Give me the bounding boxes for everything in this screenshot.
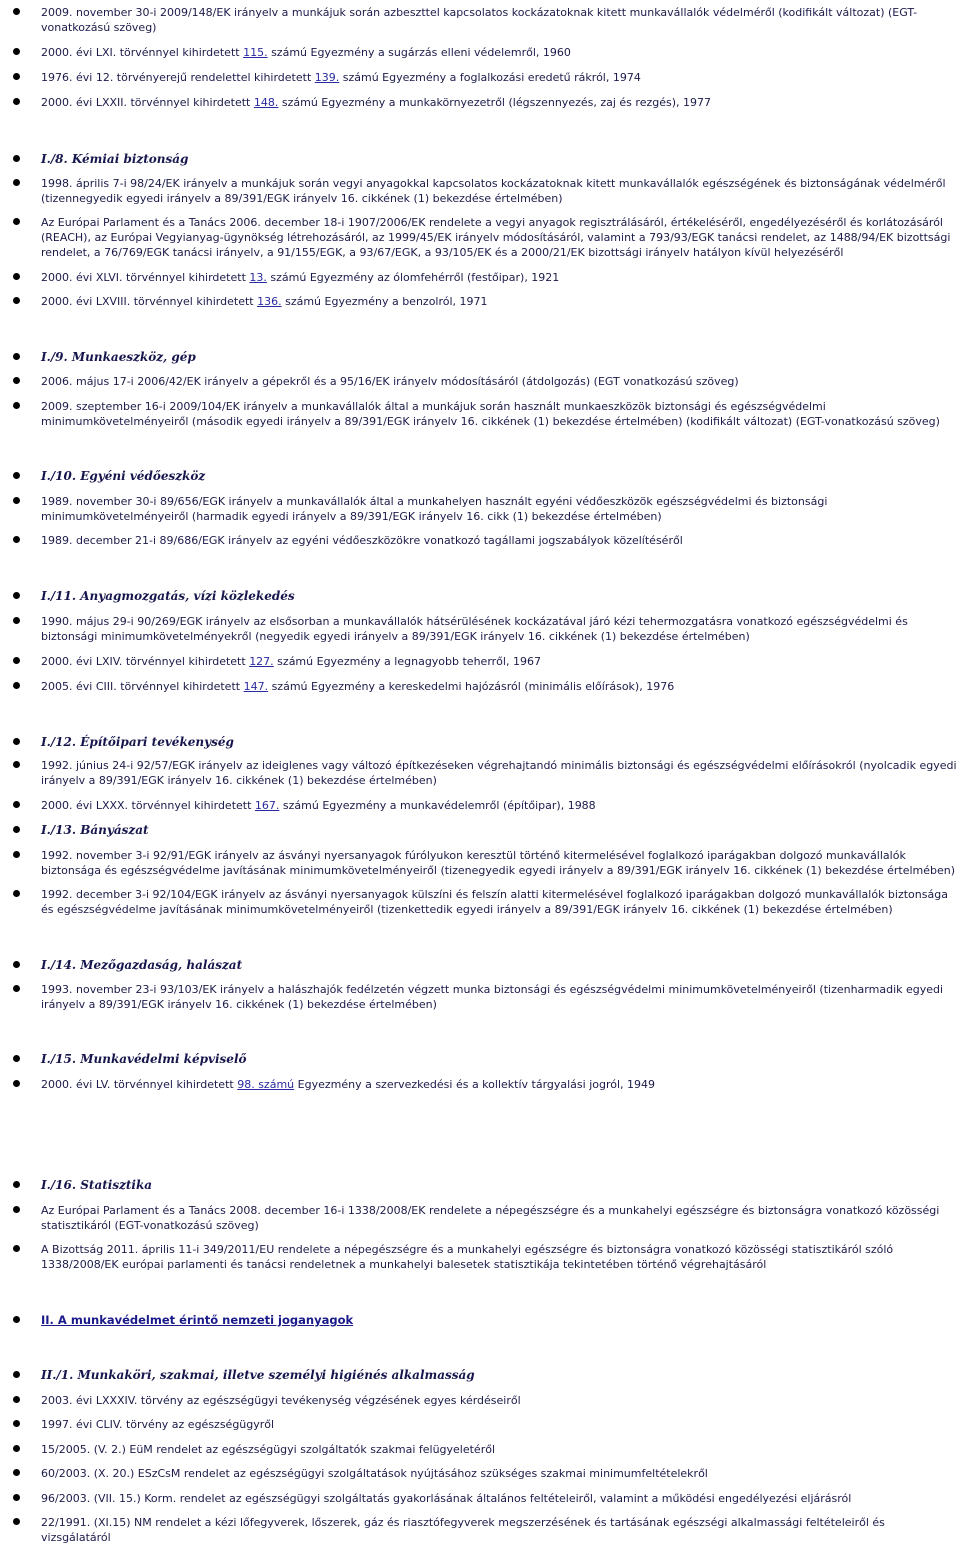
convention-number-link[interactable]: 147.	[243, 680, 269, 693]
text-segment: 15/2005. (V. 2.) EüM rendelet az egészségügyi szolgáltatók szakmai felügyeletéről	[41, 1443, 496, 1456]
text-segment: I./16. Statisztika	[41, 1178, 153, 1192]
text-segment: II./1. Munkaköri, szakmai, illetve személyi higiénés alkalmasság	[41, 1368, 475, 1382]
item-text	[41, 350, 957, 365]
item-text	[41, 5, 957, 35]
text-segment: 2009. szeptember 16-i 2009/104/EK irányelv a munkavállalók által a munkájuk során használt munkaeszközök biztonsági és egészségvédelmi minimumkövetelményeiről (második egyedi irányelv a 89/391/EGK irányelv 16. cikkének (1) bekezdése értelmében) (kodifikált változat) (EGT-vonatkozású szöveg)	[41, 400, 940, 428]
bullet-icon	[13, 377, 20, 384]
text-segment: számú Egyezmény a kereskedelmi hajózásról (minimális előírások), 1976	[268, 680, 675, 693]
item-text	[41, 798, 957, 813]
item-text	[41, 152, 957, 167]
text-segment: számú Egyezmény a munkavédelemről (építőipar), 1988	[279, 799, 596, 812]
text-segment: I./8. Kémiai biztonság	[41, 152, 189, 166]
bullet-icon	[13, 472, 20, 479]
bullet-icon	[13, 761, 20, 768]
bullet-icon	[13, 592, 20, 599]
bullet-icon	[13, 1494, 20, 1501]
convention-number-link[interactable]: 148.	[253, 96, 279, 109]
item-text	[41, 70, 957, 85]
bullet-icon	[13, 1245, 20, 1252]
text-segment: számú Egyezmény a legnagyobb teherről, 1967	[273, 655, 541, 668]
convention-number-link[interactable]: 127.	[249, 655, 274, 668]
text-segment: 1992. november 3-i 92/91/EGK irányelv az ásványi nyersanyagok fúrólyukon keresztül történő kitermelésével foglalkozó iparágakban dolgozó munkavállalók biztonsága és egészségvédelme javításának minimumkövetelményeiről (tizenegyedik egyedi irányelv a 89/391/EGK irányelv 16. cikkének (1) bekezdése értelmében)	[41, 849, 956, 877]
text-segment: számú Egyezmény a benzolról, 1971	[281, 295, 488, 308]
text-segment: számú Egyezmény a foglalkozási eredetű rákról, 1974	[339, 71, 641, 84]
item-text	[41, 494, 957, 524]
text-segment: I./12. Építőipari tevékenység	[41, 735, 234, 749]
item-text	[41, 1313, 957, 1328]
item-text	[41, 176, 957, 206]
text-segment: 2000. évi LXI. törvénnyel kihirdetett	[41, 46, 244, 59]
text-segment: 1990. május 29-i 90/269/EGK irányelv az elsősorban a munkavállalók hátsérülésének kockázatával járó kézi tehermozgatásra vonatkozó egészségvédelmi és biztonsági minimumkövetelményekről (negyedik egyedi irányelv a 89/391/EGK irányelv 16. cikkének (1) bekezdése értelmében)	[41, 615, 908, 643]
item-text	[41, 294, 957, 309]
text-segment: I./14. Mezőgazdaság, halászat	[41, 958, 243, 972]
bullet-icon	[13, 1469, 20, 1476]
bullet-icon	[13, 1206, 20, 1213]
item-text	[41, 679, 957, 694]
text-segment: I./13. Bányászat	[41, 823, 149, 837]
bullet-icon	[13, 179, 20, 186]
text-segment: 2003. évi LXXXIV. törvény az egészségügyi tevékenység végzésének egyes kérdéseiről	[41, 1394, 521, 1407]
bullet-icon	[13, 48, 20, 55]
item-text	[41, 45, 957, 60]
item-text	[41, 270, 957, 285]
text-segment: 2006. május 17-i 2006/42/EK irányelv a gépekről és a 95/16/EK irányelv módosításáról (átdolgozás) (EGT vonatkozású szöveg)	[41, 375, 739, 388]
text-segment: 60/2003. (X. 20.) ESzCsM rendelet az egészségügyi szolgáltatások nyújtásához szükséges szakmai minimumfeltételekről	[41, 1467, 708, 1480]
text-segment: számú Egyezmény a sugárzás elleni védelemről, 1960	[267, 46, 571, 59]
convention-number-link[interactable]: 136.	[257, 295, 282, 308]
convention-number-link[interactable]: 139.	[314, 71, 340, 84]
text-segment: 22/1991. (XI.15) NM rendelet a kézi lőfegyverek, lőszerek, gáz és riasztófegyverek megszerzésének és tartásának egészségi alkalmassági feltételeiről és vizsgálatáról	[41, 1516, 885, 1544]
item-text	[41, 823, 957, 838]
item-text	[41, 1417, 957, 1432]
text-segment: 1993. november 23-i 93/103/EK irányelv a halászhajók fedélzetén végzett munka biztonsági és egészségvédelmi minimumkövetelményeiről (tizenharmadik egyedi irányelv a 89/391/EGK irányelv 16. cikkének (1) bekezdése értelmében)	[41, 983, 944, 1011]
bullet-icon	[13, 617, 20, 624]
text-segment: 2000. évi LV. törvénnyel kihirdetett	[41, 1078, 238, 1091]
text-segment: 2000. évi XLVI. törvénnyel kihirdetett	[41, 271, 250, 284]
item-text	[41, 1203, 957, 1233]
text-segment: I./11. Anyagmozgatás, vízi közlekedés	[41, 589, 295, 603]
item-text	[41, 1393, 957, 1408]
text-segment: 1989. november 30-i 89/656/EGK irányelv a munkavállalók által a munkahelyen használt egyéni védőeszközök egészségvédelmi és biztonsági minimumkövetelményeiről (harmadik egyedi irányelv a 89/391/EGK irányelv 16. cikk (1) bekezdése értelmében)	[41, 495, 828, 523]
convention-number-link[interactable]: 115.	[243, 46, 268, 59]
bullet-icon	[13, 1080, 20, 1087]
bullet-icon	[13, 402, 20, 409]
item-text	[41, 887, 957, 917]
bullet-icon	[13, 8, 20, 15]
bullet-icon	[13, 1396, 20, 1403]
bullet-icon	[13, 1371, 20, 1378]
item-text	[41, 399, 957, 429]
bullet-icon	[13, 155, 20, 162]
item-text	[41, 469, 957, 484]
bullet-icon	[13, 801, 20, 808]
bullet-icon	[13, 1518, 20, 1525]
text-segment[interactable]: II. A munkavédelmet érintő nemzeti joganyagok	[41, 1313, 354, 1327]
bullet-icon	[13, 985, 20, 992]
text-segment: I./10. Egyéni védőeszköz	[41, 469, 206, 483]
text-segment: 1992. június 24-i 92/57/EGK irányelv az ideiglenes vagy változó építkezéseken végrehajtandó minimális biztonsági és egészségvédelmi előírásokról (nyolcadik egyedi irányelv a 89/391/EGK irányelv 16. cikkének (1) bekezdése értelmében)	[41, 759, 957, 787]
bullet-icon	[13, 1316, 20, 1323]
text-segment: 96/2003. (VII. 15.) Korm. rendelet az egészségügyi szolgáltatás gyakorlásának általános feltételeiről, valamint a működési engedélyezési eljárásról	[41, 1492, 852, 1505]
text-segment: 1992. december 3-i 92/104/EGK irányelv az ásványi nyersanyagok külszíni és felszín alatti kitermelésével foglalkozó iparágakban dolgozó munkavállalók biztonsága és egészségvédelme javításának minimumkövetelményeiről (tizenkettedik egyedi irányelv a 89/391/EGK irányelv 16. cikkének (1) bekezdése értelmében)	[41, 888, 948, 916]
bullet-icon	[13, 536, 20, 543]
bullet-icon	[13, 73, 20, 80]
text-segment: A Bizottság 2011. április 11-i 349/2011/EU rendelete a népegészségre és a munkahelyi egészségre és biztonságra vonatkozó közösségi statisztikáról szóló 1338/2008/EK európai parlamenti és tanácsi rendeletnek a munkahelyi balesetek statisztikája tekintetében történő végrehajtásáról	[41, 1243, 894, 1271]
text-segment: I./15. Munkavédelmi képviselő	[41, 1052, 247, 1066]
text-segment: I./9. Munkaeszköz, gép	[41, 350, 196, 364]
item-text	[41, 1442, 957, 1457]
item-text	[41, 654, 957, 669]
bullet-icon	[13, 353, 20, 360]
item-text	[41, 1491, 957, 1506]
text-segment: 2005. évi CIII. törvénnyel kihirdetett	[41, 680, 244, 693]
text-segment: Egyezmény a szervezkedési és a kollektív tárgyalási jogról, 1949	[294, 1078, 656, 1091]
item-text	[41, 215, 957, 260]
text-segment: 1989. december 21-i 89/686/EGK irányelv az egyéni védőeszközökre vonatkozó tagállami jogszabályok közelítéséről	[41, 534, 683, 547]
item-text	[41, 95, 957, 110]
text-segment: számú Egyezmény a munkakörnyezetről (légszennyezés, zaj és rezgés), 1977	[278, 96, 711, 109]
item-text	[41, 614, 957, 644]
bullet-icon	[13, 851, 20, 858]
bullet-icon	[13, 98, 20, 105]
item-text	[41, 374, 957, 389]
item-text	[41, 758, 957, 788]
item-text	[41, 1178, 957, 1193]
bullet-icon	[13, 826, 20, 833]
bullet-icon	[13, 497, 20, 504]
item-text	[41, 735, 957, 750]
item-text	[41, 958, 957, 973]
text-segment: 2000. évi LXVIII. törvénnyel kihirdetett	[41, 295, 258, 308]
text-segment: Az Európai Parlament és a Tanács 2008. december 16-i 1338/2008/EK rendelete a népegészségre és a munkahelyi egészségre és biztonságra vonatkozó közösségi statisztikáról (EGT-vonatkozású szöveg)	[41, 1204, 940, 1232]
convention-number-link[interactable]: 13.	[249, 271, 267, 284]
bullet-icon	[13, 1445, 20, 1452]
convention-number-link[interactable]: 167.	[254, 799, 280, 812]
text-segment: 2000. évi LXIV. törvénnyel kihirdetett	[41, 655, 250, 668]
text-segment: 1976. évi 12. törvényerejű rendelettel kihirdetett	[41, 71, 315, 84]
text-segment: számú Egyezmény az ólomfehérről (festőipar), 1921	[266, 271, 560, 284]
item-text	[41, 533, 957, 548]
item-text	[41, 1368, 957, 1383]
item-text	[41, 1077, 957, 1092]
text-segment: 1997. évi CLIV. törvény az egészségügyről	[41, 1418, 275, 1431]
text-segment: 2000. évi LXXX. törvénnyel kihirdetett	[41, 799, 255, 812]
bullet-icon	[13, 682, 20, 689]
bullet-icon	[13, 1420, 20, 1427]
item-text	[41, 1052, 957, 1067]
item-text	[41, 1242, 957, 1272]
item-text	[41, 1466, 957, 1481]
item-text	[41, 982, 957, 1012]
bullet-icon	[13, 218, 20, 225]
bullet-icon	[13, 890, 20, 897]
bullet-icon	[13, 1181, 20, 1188]
convention-number-link[interactable]: 98. számú	[237, 1078, 295, 1091]
item-text	[41, 1515, 957, 1545]
item-text	[41, 848, 957, 878]
bullet-icon	[13, 657, 20, 664]
bullet-icon	[13, 273, 20, 280]
text-segment: Az Európai Parlament és a Tanács 2006. december 18-i 1907/2006/EK rendelete a vegyi anyagok regisztrálásáról, értékeléséről, engedélyezéséről és korlátozásáról (REACH), az Európai Vegyianyag-ügynökség létrehozásáról, az 1999/45/EK irányelv módosításáról, valamint a 793/93/EGK tanácsi rendelet, az 1488/94/EK bizottsági rendelet, a 76/769/EGK tanácsi irányelv, a 91/155/EGK, a 93/67/EGK, a 93/105/EK és a 2000/21/EK bizottsági irányelv hatályon kívül helyezéséről	[41, 216, 951, 259]
bullet-icon	[13, 961, 20, 968]
text-segment: 1998. április 7-i 98/24/EK irányelv a munkájuk során vegyi anyagokkal kapcsolatos kockázatoknak kitett munkavállalók egészségének és biztonságának védelméről (tizennegyedik egyedi irányelv a 89/391/EGK irányelv 16. cikkének (1) bekezdése értelmében)	[41, 177, 946, 205]
bullet-icon	[13, 297, 20, 304]
text-segment: 2009. november 30-i 2009/148/EK irányelv a munkájuk során azbeszttel kapcsolatos kockázatoknak kitett munkavállalók védelméről (kodifikált változat) (EGT-vonatkozású szöveg)	[41, 6, 918, 34]
text-segment: 2000. évi LXXII. törvénnyel kihirdetett	[41, 96, 254, 109]
bullet-icon	[13, 1055, 20, 1062]
bullet-icon	[13, 738, 20, 745]
item-text	[41, 589, 957, 604]
